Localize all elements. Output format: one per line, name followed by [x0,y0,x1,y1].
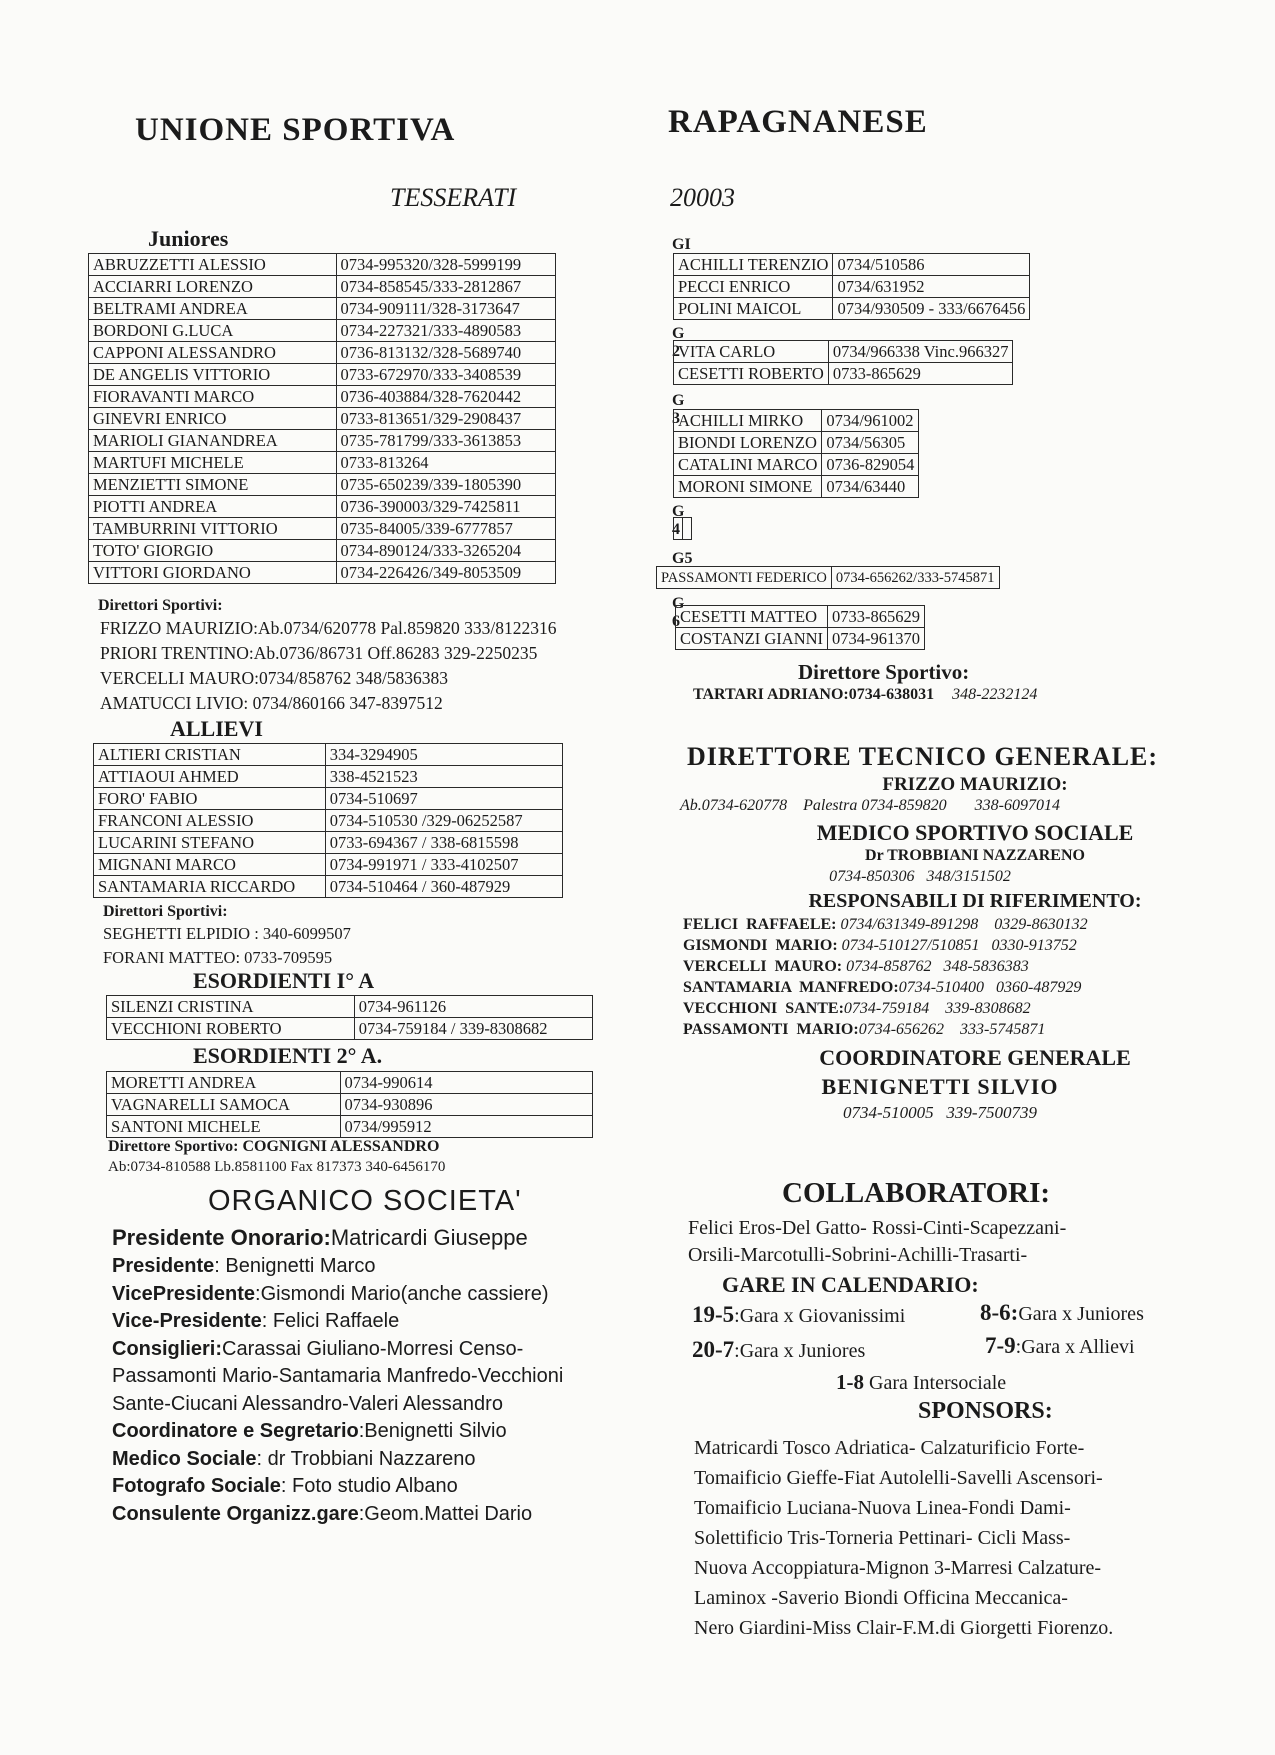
esordienti2-director [108,1138,445,1179]
director-line: AMATUCCI LIVIO: 0734/860166 347-8397512 [100,693,443,713]
group-label: G 3 [672,392,685,427]
director-line: SEGHETTI ELPIDIO : 340-6099507 [103,924,351,943]
resp-name: SANTAMARIA MANFREDO: [683,979,899,996]
name-cell: SANTAMARIA RICCARDO [94,876,326,898]
name-cell: LUCARINI STEFANO [94,832,326,854]
table-row [94,766,563,788]
resp-phones: 0734-858762 348-5836383 [842,958,1029,975]
phone-cell: 0736-829054 [822,454,919,476]
dtg-phones: Ab.0734-620778 Palestra 0734-859820 338-6097014 [680,797,1060,814]
organico-line [112,1475,563,1503]
resp-list [683,916,1088,1042]
organico-value: : Felici Raffaele [261,1310,400,1332]
allievi-title: ALLIEVI [170,716,263,741]
resp-name: VECCHIONI SANTE: [683,1000,844,1017]
organico-line [112,1393,563,1421]
phone-cell: 0734-961126 [354,996,592,1018]
name-cell: ACHILLI TERENZIO [674,254,833,276]
table-row [657,567,1000,589]
phone-cell: 0734-227321/333-4890583 [336,320,555,342]
organico-line [112,1255,563,1283]
table-row [674,410,919,432]
allievi-table [93,743,563,898]
name-cell: ATTIAOUI AHMED [94,766,326,788]
name-cell: BORDONI G.LUCA [89,320,337,342]
name-cell: FIORAVANTI MARCO [89,386,337,408]
table-row [676,606,925,628]
organico-value: :Benignetti Silvio [358,1420,507,1442]
phone-cell: 0734-990614 [340,1072,592,1094]
giov-director-name: TARTARI ADRIANO:0734-638031 [693,686,935,703]
organico-title: ORGANICO SOCIETA' [208,1185,522,1217]
table-row [107,1072,593,1094]
table-row [674,363,1013,385]
table-row [89,540,556,562]
juniores-title: Juniores [148,226,229,251]
coord-title: COORDINATORE GENERALE [819,1045,1131,1070]
table-row [89,452,556,474]
phone-cell: 0736-390003/329-7425811 [336,496,555,518]
table-row [89,474,556,496]
table-row [89,254,556,276]
phone-cell: 0736-403884/328-7620442 [336,386,555,408]
group-table [656,566,1000,589]
resp-phones: 0734-510400 0360-487929 [898,979,1082,996]
esordienti2-title: ESORDIENTI 2° A. [193,1043,383,1068]
organico-role: Consulente Organizz.gare [112,1502,359,1525]
resp-line [683,1000,1088,1021]
phone-cell: 0734-510464 / 360-487929 [325,876,562,898]
table-row [89,408,556,430]
name-cell: ALTIERI CRISTIAN [94,744,326,766]
phone-cell: 0735-84005/339-6777857 [336,518,555,540]
resp-line [683,1021,1088,1042]
name-cell: VECCHIONI ROBERTO [107,1018,355,1040]
table-row [89,496,556,518]
name-cell: FORO' FABIO [94,788,326,810]
name-cell: VITA CARLO [674,341,829,363]
sponsor-line: Solettificio Tris-Torneria Pettinari- Cicli Mass- [694,1527,1071,1549]
sponsor-line: Tomaificio Luciana-Nuova Linea-Fondi Dami- [694,1497,1071,1519]
name-cell: MARIOLI GIANANDREA [89,430,337,452]
name-cell: FRANCONI ALESSIO [94,810,326,832]
resp-phones: 0734-759184 339-8308682 [843,1000,1031,1017]
director-line: FORANI MATTEO: 0733-709595 [103,948,333,967]
tesserati-label: TESSERATI [390,183,517,212]
organico-value: Sante-Ciucani Alessandro-Valeri Alessandro [112,1392,503,1415]
table-row [674,298,1030,320]
phone-cell: 0733-813264 [336,452,555,474]
organico-value: : Benignetti Marco [214,1255,376,1277]
juniores-directors [100,618,556,718]
organico-role: Vice-Presidente [112,1310,262,1332]
allievi-directors-label: Direttori Sportivi: [103,903,228,920]
phone-cell: 0734-510697 [325,788,562,810]
organico-value: : Foto studio Albano [280,1475,458,1497]
medico-title: MEDICO SPORTIVO SOCIALE [816,820,1134,845]
group-table [675,605,925,650]
name-cell: CAPPONI ALESSANDRO [89,342,337,364]
resp-title: RESPONSABILI DI RIFERIMENTO: [808,890,1142,912]
gara-item [985,1333,1135,1359]
sponsor-line: Tomaificio Gieffe-Fiat Autolelli-Savelli Ascensori- [694,1467,1103,1489]
phone-cell: 0734-909111/328-3173647 [336,298,555,320]
table-row [89,276,556,298]
organico-role: Fotografo Sociale [112,1475,281,1497]
organico-value: :Geom.Mattei Dario [358,1502,533,1525]
name-cell: PECCI ENRICO [674,276,833,298]
medico-phones: 0734-850306 348/3151502 [829,868,1011,885]
table-row [107,996,593,1018]
gara-date: 7-9 [985,1333,1016,1358]
organico-line [112,1338,563,1366]
group-label: GI [672,236,691,253]
name-cell: GINEVRI ENRICO [89,408,337,430]
phone-cell: 0734/56305 [822,432,919,454]
collaboratori-title: COLLABORATORI: [782,1177,1051,1209]
table-row [94,876,563,898]
allievi-directors [103,924,351,972]
table-row [674,432,919,454]
organico-line [112,1420,563,1448]
phone-cell: 0733-813651/329-2908437 [336,408,555,430]
gara-item [692,1337,865,1363]
group-table [673,253,1030,320]
name-cell: CESETTI MATTEO [676,606,828,628]
group-table [673,517,692,540]
giov-director-phone: 348-2232124 [952,686,1038,703]
gara-date: 1-8 [836,1370,864,1394]
group-label: G 6 [672,595,685,630]
table-row [107,1018,593,1040]
phone-cell: 0734/510586 [833,254,1030,276]
phone-cell: 0733-865629 [828,606,925,628]
sponsor-line: Matricardi Tosco Adriatica- Calzaturificio Forte- [694,1437,1085,1459]
organico-role: VicePresidente [112,1282,256,1305]
coord-name: BENIGNETTI SILVIO [821,1074,1059,1099]
organico-line [112,1365,563,1393]
table-row [89,298,556,320]
phone-cell: 0734-930896 [340,1094,592,1116]
gare-title: GARE IN CALENDARIO: [722,1272,979,1297]
table-row [94,810,563,832]
organico-role: Coordinatore e Segretario [112,1420,359,1442]
table-row [94,788,563,810]
name-cell: ABRUZZETTI ALESSIO [89,254,337,276]
name-cell: POLINI MAICOL [674,298,833,320]
organico-list [112,1225,563,1530]
director-line: Ab:0734-810588 Lb.8581100 Fax 817373 340-6456170 [108,1159,446,1175]
gara-date: 20-7 [692,1337,735,1362]
organico-line [112,1448,563,1476]
phone-cell: 0734-961370 [828,628,925,650]
sponsors-title: SPONSORS: [918,1398,1053,1424]
organico-line [112,1503,563,1531]
phone-cell: 0733-672970/333-3408539 [336,364,555,386]
table-row [676,628,925,650]
resp-line [683,937,1088,958]
phone-cell: 0734-759184 / 339-8308682 [354,1018,592,1040]
table-row [89,430,556,452]
resp-name: GISMONDI MARIO: [683,937,838,954]
title-right: RAPAGNANESE [668,104,928,140]
title-left: UNIONE SPORTIVA [135,112,456,148]
table-row [674,341,1013,363]
table-row [107,1116,593,1138]
phone-cell: 0734/966338 Vinc.966327 [828,341,1013,363]
sponsor-line: Nuova Accoppiatura-Mignon 3-Marresi Calzature- [694,1557,1102,1579]
organico-value: Matricardi Giuseppe [330,1225,528,1250]
phone-cell: 0734-995320/328-5999199 [336,254,555,276]
table-row [89,364,556,386]
group-table [673,409,919,498]
name-cell: MIGNANI MARCO [94,854,326,876]
organico-value: : dr Trobbiani Nazzareno [256,1447,476,1470]
name-cell: COSTANZI GIANNI [676,628,828,650]
name-cell: MORONI SIMONE [674,476,822,498]
name-cell: VITTORI GIORDANO [89,562,337,584]
name-cell: CATALINI MARCO [674,454,822,476]
gara-text: :Gara x Juniores [734,1340,866,1362]
collaboratori-line: Felici Eros-Del Gatto- Rossi-Cinti-Scapezzani- [688,1217,1067,1239]
table-row [94,744,563,766]
esordienti1-title: ESORDIENTI I° A [193,968,375,993]
dtg-title: DIRETTORE TECNICO GENERALE: [687,742,1159,771]
name-cell: SANTONI MICHELE [107,1116,341,1138]
phone-cell: 0734/631952 [833,276,1030,298]
name-cell: BIONDI LORENZO [674,432,822,454]
organico-role: Presidente [112,1255,215,1277]
sponsor-line: Laminox -Saverio Biondi Officina Meccanica- [694,1587,1068,1609]
name-cell [674,518,683,540]
table-row [89,320,556,342]
table-row [89,386,556,408]
phone-cell: 0734/995912 [340,1116,592,1138]
sponsor-line: Nero Giardini-Miss Clair-F.M.di Giorgetti Fiorenzo. [694,1617,1114,1639]
gara-item [692,1302,905,1328]
name-cell: SILENZI CRISTINA [107,996,355,1018]
group-label: G 4 [672,503,685,538]
table-row [94,832,563,854]
phone-cell: 0734-510530 /329-06252587 [325,810,562,832]
group-label: G5 [672,550,693,567]
organico-line [112,1310,563,1338]
season-year: 20003 [670,183,735,212]
juniores-directors-label: Direttori Sportivi: [98,597,223,614]
name-cell: BELTRAMI ANDREA [89,298,337,320]
organico-line [112,1283,563,1311]
dtg-name: FRIZZO MAURIZIO: [882,774,1068,795]
table-row [89,342,556,364]
sponsors-list [694,1437,1113,1647]
organico-value: Passamonti Mario-Santamaria Manfredo-Vecchioni [112,1365,564,1387]
phone-cell: 0734-991971 / 333-4102507 [325,854,562,876]
resp-name: PASSAMONTI MARIO: [683,1021,859,1038]
organico-value: :Gismondi Mario(anche cassiere) [255,1282,549,1305]
director-line: FRIZZO MAURIZIO:Ab.0734/620778 Pal.859820 333/8122316 [100,618,557,638]
organico-line [112,1225,563,1255]
gara-text: Gara Intersociale [864,1372,1007,1394]
resp-phones: 0734-510127/510851 0330-913752 [837,937,1077,954]
gara-text: Gara x Juniores [1018,1303,1144,1325]
phone-cell: 0734/63440 [822,476,919,498]
phone-cell: 0734-226426/349-8053509 [336,562,555,584]
phone-cell: 0733-865629 [828,363,1013,385]
resp-line [683,979,1088,1000]
resp-line [683,958,1088,979]
name-cell: DE ANGELIS VITTORIO [89,364,337,386]
name-cell: CESETTI ROBERTO [674,363,829,385]
phone-cell: 338-4521523 [325,766,562,788]
table-row [674,454,919,476]
name-cell: PASSAMONTI FEDERICO [657,567,832,589]
phone-cell [683,518,692,540]
esordienti2-table [106,1071,593,1138]
name-cell: MORETTI ANDREA [107,1072,341,1094]
phone-cell: 0735-781799/333-3613853 [336,430,555,452]
phone-cell: 0734-656262/333-5745871 [831,567,999,589]
table-row [674,254,1030,276]
name-cell: MARTUFI MICHELE [89,452,337,474]
organico-value: Carassai Giuliano-Morresi Censo- [222,1337,524,1360]
resp-phones: 0734-656262 333-5745871 [858,1021,1046,1038]
resp-name: FELICI RAFFAELE: [683,916,837,933]
phone-cell: 0734/961002 [822,410,919,432]
giov-director [693,686,1037,704]
name-cell: TOTO' GIORGIO [89,540,337,562]
table-row [674,476,919,498]
director-line: VERCELLI MAURO:0734/858762 348/5836383 [100,668,449,688]
director-line: PRIORI TRENTINO:Ab.0736/86731 Off.86283 329-2250235 [100,643,538,663]
phone-cell: 0735-650239/339-1805390 [336,474,555,496]
group-label: G 2 [672,325,685,360]
gara-item [980,1300,1144,1326]
group-table [673,340,1013,385]
phone-cell: 0736-813132/328-5689740 [336,342,555,364]
table-row [89,518,556,540]
organico-role: Consiglieri: [112,1337,223,1360]
coord-phones: 0734-510005 339-7500739 [842,1103,1038,1122]
gara-text: :Gara x Giovanissimi [734,1305,906,1327]
phone-cell: 0734/930509 - 333/6676456 [833,298,1030,320]
name-cell: VAGNARELLI SAMOCA [107,1094,341,1116]
organico-role: Medico Sociale [112,1447,257,1470]
table-row [107,1094,593,1116]
phone-cell: 334-3294905 [325,744,562,766]
name-cell: ACCIARRI LORENZO [89,276,337,298]
table-row [674,276,1030,298]
gara-date: 19-5 [692,1302,735,1327]
phone-cell: 0734-890124/333-3265204 [336,540,555,562]
resp-phones: 0734/631349-891298 0329-8630132 [836,916,1088,933]
resp-name: VERCELLI MAURO: [683,958,843,975]
director-line: Direttore Sportivo: COGNIGNI ALESSANDRO [108,1138,440,1155]
esordienti1-table [106,995,593,1040]
table-row [89,562,556,584]
medico-name: Dr TROBBIANI NAZZARENO [865,847,1085,864]
table-row [674,518,692,540]
collaboratori-line: Orsili-Marcotulli-Sobrini-Achilli-Trasarti- [688,1244,1028,1266]
resp-line [683,916,1088,937]
organico-role: Presidente Onorario: [112,1225,331,1250]
phone-cell: 0733-694367 / 338-6815598 [325,832,562,854]
gara-text: :Gara x Allievi [1015,1336,1135,1358]
giov-director-label: Direttore Sportivo: [798,660,970,684]
juniores-table [88,253,556,584]
gara-item [836,1370,1006,1395]
name-cell: MENZIETTI SIMONE [89,474,337,496]
name-cell: TAMBURRINI VITTORIO [89,518,337,540]
table-row [94,854,563,876]
gara-date: 8-6: [980,1300,1019,1325]
phone-cell: 0734-858545/333-2812867 [336,276,555,298]
name-cell: ACHILLI MIRKO [674,410,822,432]
name-cell: PIOTTI ANDREA [89,496,337,518]
